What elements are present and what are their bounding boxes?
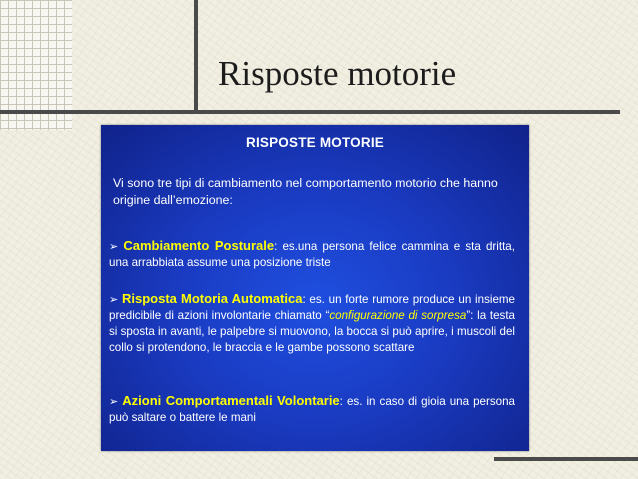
item-lead: Cambiamento Posturale: [123, 238, 275, 253]
decorative-top-bar: [0, 110, 620, 114]
panel-heading: RISPOSTE MOTORIE: [246, 135, 384, 150]
item-risposta-motoria-automatica: [109, 291, 515, 356]
item-italic-term: configurazione di sorpresa: [329, 309, 467, 322]
arrow-bullet-icon: ➢: [109, 294, 119, 306]
item-azioni-comportamentali-volontarie: [109, 393, 515, 426]
item-lead: Azioni Comportamentali Volontarie: [122, 393, 340, 408]
slide-title: Risposte motorie: [218, 54, 457, 93]
item-text: : es. un forte rumore produce un insieme predicibile di azioni involontarie chiamato “: [109, 293, 515, 322]
intro-text: Vi sono tre tipi di cambiamento nel comportamento motorio che hanno origine dall’emozione:: [113, 176, 498, 207]
arrow-bullet-icon: ➢: [109, 396, 119, 408]
item-text-continued: ”: la testa si sposta in avanti, le palpebre si muovono, la bocca si può aprire, i muscoli del collo si protendono, le braccia e le gambe possono scattare: [109, 309, 515, 354]
item-lead: Risposta Motoria Automatica: [121, 291, 303, 306]
decorative-vertical-bar: [194, 0, 198, 114]
item-text: : es.una persona felice cammina e sta dritta, una arrabbiata assume una posizione triste: [109, 240, 515, 269]
arrow-bullet-icon: ➢: [109, 241, 119, 253]
decorative-bottom-bar: [494, 457, 638, 461]
item-cambiamento-posturale: [109, 238, 515, 271]
item-text: : es. in caso di gioia una persona può saltare o battere le mani: [109, 395, 515, 424]
content-panel: [101, 125, 529, 451]
